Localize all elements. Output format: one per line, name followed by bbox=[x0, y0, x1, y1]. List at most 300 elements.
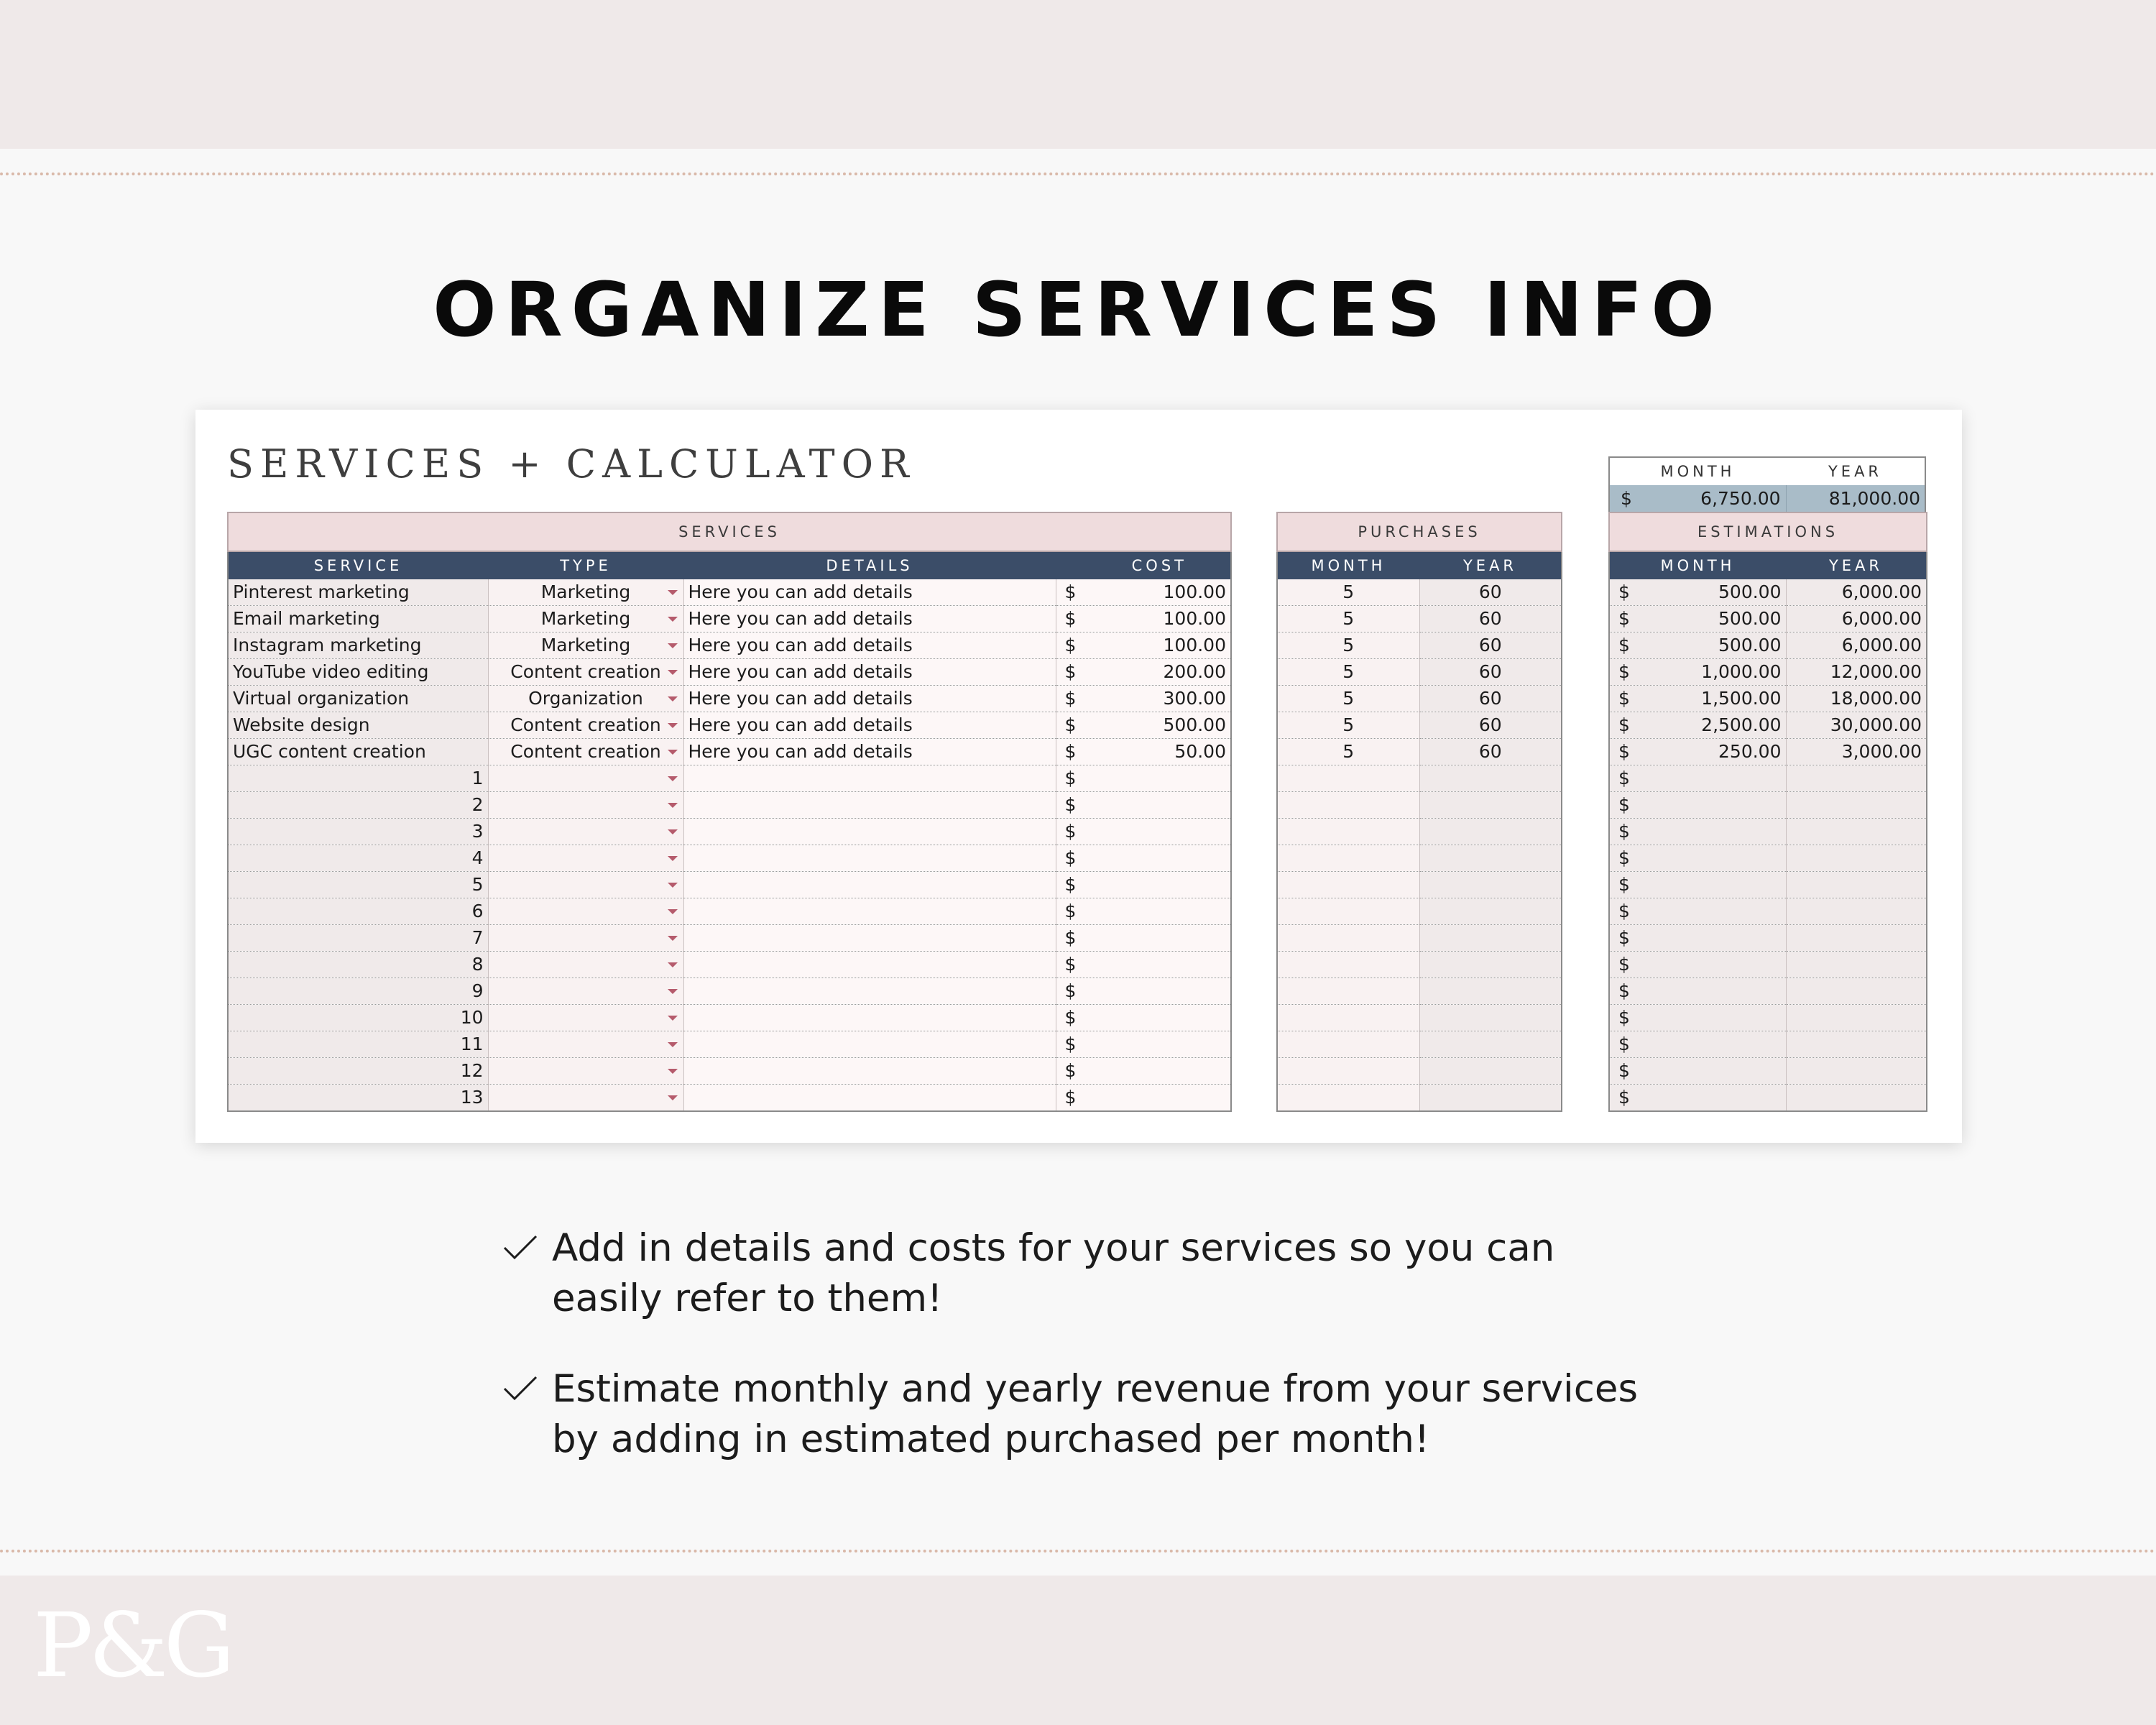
cost-value: 100.00 bbox=[1163, 581, 1226, 602]
currency-symbol: $ bbox=[1064, 1007, 1077, 1028]
cost-cell[interactable] bbox=[1056, 872, 1231, 898]
service-cell[interactable]: 2 bbox=[228, 792, 488, 819]
cost-cell[interactable] bbox=[1056, 1005, 1231, 1031]
service-cell[interactable]: 6 bbox=[228, 898, 488, 925]
table-row bbox=[1277, 765, 1562, 792]
purchases-month-cell[interactable] bbox=[1277, 1058, 1419, 1085]
col-estimations-year: YEAR bbox=[1786, 551, 1927, 579]
purchases-month-cell[interactable]: 5 bbox=[1277, 739, 1419, 765]
type-dropdown[interactable] bbox=[488, 978, 683, 1005]
service-cell[interactable]: UGC content creation bbox=[228, 739, 488, 765]
cost-cell[interactable] bbox=[1056, 632, 1231, 659]
currency-symbol: $ bbox=[1618, 874, 1630, 895]
service-cell[interactable]: Virtual organization bbox=[228, 686, 488, 712]
estimations-month-cell[interactable] bbox=[1609, 712, 1786, 739]
currency-symbol: $ bbox=[1618, 1034, 1630, 1054]
cost-cell[interactable] bbox=[1056, 898, 1231, 925]
details-cell[interactable] bbox=[683, 845, 1056, 872]
purchases-month-cell[interactable] bbox=[1277, 978, 1419, 1005]
purchases-month-cell[interactable] bbox=[1277, 819, 1419, 845]
service-cell[interactable]: Email marketing bbox=[228, 606, 488, 632]
dropdown-caret-icon bbox=[668, 696, 678, 702]
dropdown-caret-icon bbox=[668, 670, 678, 675]
purchases-month-cell[interactable] bbox=[1277, 952, 1419, 978]
checkmark-icon bbox=[500, 1228, 540, 1268]
col-service: SERVICE bbox=[228, 551, 488, 579]
cost-cell[interactable] bbox=[1056, 606, 1231, 632]
estimations-month-value: 500.00 bbox=[1718, 581, 1782, 602]
details-cell[interactable] bbox=[683, 1085, 1056, 1112]
type-dropdown[interactable] bbox=[488, 872, 683, 898]
table-row bbox=[1277, 898, 1562, 925]
details-cell[interactable]: Here you can add details bbox=[683, 659, 1056, 686]
details-cell[interactable] bbox=[683, 978, 1056, 1005]
table-row bbox=[1609, 978, 1927, 1005]
dropdown-caret-icon bbox=[668, 1069, 678, 1074]
estimations-month-cell[interactable] bbox=[1609, 898, 1786, 925]
currency-symbol: $ bbox=[1064, 608, 1077, 629]
type-dropdown[interactable] bbox=[488, 1085, 683, 1112]
estimations-month-cell[interactable] bbox=[1609, 579, 1786, 606]
dropdown-caret-icon bbox=[668, 723, 678, 728]
currency-symbol: $ bbox=[1618, 635, 1630, 656]
type-dropdown[interactable] bbox=[488, 792, 683, 819]
purchases-year-cell[interactable]: 60 bbox=[1419, 632, 1562, 659]
purchases-year-cell[interactable]: 60 bbox=[1419, 686, 1562, 712]
table-row bbox=[1277, 1031, 1562, 1058]
table-row bbox=[228, 712, 1231, 739]
estimations-year-cell[interactable] bbox=[1786, 1085, 1927, 1112]
type-dropdown[interactable] bbox=[488, 739, 683, 765]
estimations-year-cell[interactable]: 3,000.00 bbox=[1786, 739, 1927, 765]
purchases-year-cell[interactable] bbox=[1419, 765, 1562, 792]
table-row bbox=[228, 1031, 1231, 1058]
estimations-year-cell[interactable] bbox=[1786, 925, 1927, 952]
details-cell[interactable] bbox=[683, 765, 1056, 792]
purchases-year-cell[interactable]: 60 bbox=[1419, 606, 1562, 632]
service-cell[interactable]: Instagram marketing bbox=[228, 632, 488, 659]
estimations-month-cell[interactable] bbox=[1609, 686, 1786, 712]
cost-value: 100.00 bbox=[1163, 635, 1226, 656]
purchases-year-cell[interactable] bbox=[1419, 1031, 1562, 1058]
service-cell[interactable]: 9 bbox=[228, 978, 488, 1005]
estimations-month-cell[interactable] bbox=[1609, 1031, 1786, 1058]
table-row bbox=[1609, 845, 1927, 872]
type-value: Content creation bbox=[510, 661, 661, 682]
cost-cell[interactable] bbox=[1056, 792, 1231, 819]
type-dropdown[interactable] bbox=[488, 1058, 683, 1085]
estimations-month-cell[interactable] bbox=[1609, 872, 1786, 898]
details-cell[interactable] bbox=[683, 898, 1056, 925]
feature-text-line: Estimate monthly and yearly revenue from your services bbox=[552, 1367, 1639, 1411]
dropdown-caret-icon bbox=[668, 856, 678, 861]
services-table bbox=[227, 512, 1232, 1112]
table-row bbox=[228, 659, 1231, 686]
currency-symbol: $ bbox=[1618, 688, 1630, 709]
table-row bbox=[1277, 1005, 1562, 1031]
cost-cell[interactable] bbox=[1056, 739, 1231, 765]
dropdown-caret-icon bbox=[668, 1016, 678, 1021]
feature-text-line: easily refer to them! bbox=[552, 1276, 943, 1320]
table-row bbox=[1277, 606, 1562, 632]
purchases-month-cell[interactable]: 5 bbox=[1277, 579, 1419, 606]
estimations-table bbox=[1608, 512, 1927, 1112]
table-row bbox=[1277, 712, 1562, 739]
cost-value: 200.00 bbox=[1163, 661, 1226, 682]
type-dropdown[interactable] bbox=[488, 579, 683, 606]
estimations-year-cell[interactable]: 12,000.00 bbox=[1786, 659, 1927, 686]
details-cell[interactable]: Here you can add details bbox=[683, 579, 1056, 606]
type-dropdown[interactable] bbox=[488, 845, 683, 872]
service-cell[interactable]: 12 bbox=[228, 1058, 488, 1085]
col-purchases-month: MONTH bbox=[1277, 551, 1419, 579]
table-row bbox=[1609, 925, 1927, 952]
details-cell[interactable]: Here you can add details bbox=[683, 632, 1056, 659]
dropdown-caret-icon bbox=[668, 936, 678, 941]
details-cell[interactable]: Here you can add details bbox=[683, 712, 1056, 739]
table-row bbox=[1277, 659, 1562, 686]
estimations-month-cell[interactable] bbox=[1609, 1005, 1786, 1031]
currency-symbol: $ bbox=[1618, 821, 1630, 842]
table-row bbox=[1609, 765, 1927, 792]
table-row bbox=[1609, 632, 1927, 659]
type-dropdown[interactable] bbox=[488, 952, 683, 978]
estimations-year-cell[interactable] bbox=[1786, 1058, 1927, 1085]
currency-symbol: $ bbox=[1618, 1087, 1630, 1108]
dropdown-caret-icon bbox=[668, 617, 678, 622]
cost-cell[interactable] bbox=[1056, 659, 1231, 686]
purchases-month-cell[interactable]: 5 bbox=[1277, 712, 1419, 739]
estimations-month-cell[interactable] bbox=[1609, 925, 1786, 952]
purchases-year-cell[interactable] bbox=[1419, 1005, 1562, 1031]
dropdown-caret-icon bbox=[668, 909, 678, 914]
type-dropdown[interactable] bbox=[488, 712, 683, 739]
estimations-year-cell[interactable] bbox=[1786, 872, 1927, 898]
estimations-year-cell[interactable] bbox=[1786, 765, 1927, 792]
purchases-year-cell[interactable]: 60 bbox=[1419, 659, 1562, 686]
purchases-month-cell[interactable] bbox=[1277, 792, 1419, 819]
service-cell[interactable]: 4 bbox=[228, 845, 488, 872]
type-dropdown[interactable] bbox=[488, 632, 683, 659]
currency-symbol: $ bbox=[1064, 635, 1077, 656]
currency-symbol: $ bbox=[1618, 980, 1630, 1001]
purchases-year-cell[interactable] bbox=[1419, 792, 1562, 819]
currency-symbol: $ bbox=[1064, 901, 1077, 921]
table-row bbox=[1277, 819, 1562, 845]
cost-cell[interactable] bbox=[1056, 925, 1231, 952]
purchases-month-cell[interactable] bbox=[1277, 925, 1419, 952]
currency-symbol: $ bbox=[1064, 688, 1077, 709]
service-cell[interactable]: Pinterest marketing bbox=[228, 579, 488, 606]
currency-symbol: $ bbox=[1064, 874, 1077, 895]
estimations-month-cell[interactable] bbox=[1609, 792, 1786, 819]
col-details: DETAILS bbox=[683, 551, 1056, 579]
table-row bbox=[228, 898, 1231, 925]
currency-symbol: $ bbox=[1618, 954, 1630, 975]
details-cell[interactable]: Here you can add details bbox=[683, 606, 1056, 632]
estimations-year-cell[interactable]: 6,000.00 bbox=[1786, 606, 1927, 632]
estimations-month-cell[interactable] bbox=[1609, 845, 1786, 872]
purchases-year-cell[interactable] bbox=[1419, 1058, 1562, 1085]
top-band bbox=[0, 0, 2156, 149]
service-cell[interactable]: 10 bbox=[228, 1005, 488, 1031]
cost-cell[interactable] bbox=[1056, 1031, 1231, 1058]
estimations-year-cell[interactable] bbox=[1786, 1005, 1927, 1031]
currency-symbol: $ bbox=[1618, 741, 1630, 762]
estimations-month-cell[interactable] bbox=[1609, 606, 1786, 632]
table-row bbox=[1277, 1085, 1562, 1112]
purchases-year-cell[interactable] bbox=[1419, 845, 1562, 872]
cost-cell[interactable] bbox=[1056, 845, 1231, 872]
table-row bbox=[228, 1058, 1231, 1085]
type-dropdown[interactable] bbox=[488, 898, 683, 925]
table-row bbox=[228, 1005, 1231, 1031]
purchases-year-cell[interactable]: 60 bbox=[1419, 579, 1562, 606]
estimations-year-cell[interactable] bbox=[1786, 792, 1927, 819]
table-row bbox=[1609, 1058, 1927, 1085]
table-row bbox=[1609, 898, 1927, 925]
top-dotted-divider bbox=[0, 172, 2156, 175]
purchases-month-cell[interactable] bbox=[1277, 845, 1419, 872]
currency-symbol: $ bbox=[1064, 954, 1077, 975]
purchases-year-cell[interactable] bbox=[1419, 952, 1562, 978]
cost-cell[interactable] bbox=[1056, 686, 1231, 712]
purchases-year-cell[interactable]: 60 bbox=[1419, 739, 1562, 765]
details-cell[interactable]: Here you can add details bbox=[683, 686, 1056, 712]
table-row bbox=[1609, 819, 1927, 845]
totals-month-value: 6,750.00 bbox=[1700, 488, 1781, 509]
purchases-month-cell[interactable] bbox=[1277, 872, 1419, 898]
type-value: Content creation bbox=[510, 714, 661, 735]
cost-value: 100.00 bbox=[1163, 608, 1226, 629]
currency-symbol: $ bbox=[1621, 488, 1632, 509]
type-dropdown[interactable] bbox=[488, 659, 683, 686]
currency-symbol: $ bbox=[1064, 1087, 1077, 1108]
estimations-month-value: 1,500.00 bbox=[1701, 688, 1782, 709]
col-estimations-month: MONTH bbox=[1609, 551, 1786, 579]
purchases-month-cell[interactable] bbox=[1277, 898, 1419, 925]
estimations-month-cell[interactable] bbox=[1609, 819, 1786, 845]
type-value: Marketing bbox=[540, 608, 631, 629]
purchases-month-cell[interactable] bbox=[1277, 1031, 1419, 1058]
table-row bbox=[1609, 792, 1927, 819]
purchases-year-cell[interactable] bbox=[1419, 898, 1562, 925]
estimations-month-cell[interactable] bbox=[1609, 1058, 1786, 1085]
estimations-month-cell[interactable] bbox=[1609, 659, 1786, 686]
currency-symbol: $ bbox=[1064, 661, 1077, 682]
currency-symbol: $ bbox=[1064, 794, 1077, 815]
purchases-year-cell[interactable] bbox=[1419, 819, 1562, 845]
type-dropdown[interactable] bbox=[488, 686, 683, 712]
estimations-month-cell[interactable] bbox=[1609, 978, 1786, 1005]
table-row bbox=[1609, 952, 1927, 978]
cost-cell[interactable] bbox=[1056, 579, 1231, 606]
purchases-month-cell[interactable]: 5 bbox=[1277, 659, 1419, 686]
type-value: Marketing bbox=[540, 581, 631, 602]
table-row bbox=[1609, 659, 1927, 686]
table-row bbox=[228, 606, 1231, 632]
type-dropdown[interactable] bbox=[488, 765, 683, 792]
dropdown-caret-icon bbox=[668, 829, 678, 834]
cost-value: 50.00 bbox=[1174, 741, 1226, 762]
table-row bbox=[228, 765, 1231, 792]
estimations-month-cell[interactable] bbox=[1609, 952, 1786, 978]
service-cell[interactable]: Website design bbox=[228, 712, 488, 739]
details-cell[interactable] bbox=[683, 952, 1056, 978]
cost-cell[interactable] bbox=[1056, 978, 1231, 1005]
dropdown-caret-icon bbox=[668, 1095, 678, 1100]
currency-symbol: $ bbox=[1618, 714, 1630, 735]
type-value: Content creation bbox=[510, 741, 661, 762]
table-row bbox=[1277, 925, 1562, 952]
estimations-month-value: 250.00 bbox=[1718, 741, 1782, 762]
feature-item bbox=[500, 1364, 1722, 1465]
currency-symbol: $ bbox=[1064, 1060, 1077, 1081]
cost-value: 300.00 bbox=[1163, 688, 1226, 709]
estimations-month-cell[interactable] bbox=[1609, 739, 1786, 765]
table-row bbox=[228, 792, 1231, 819]
cost-cell[interactable] bbox=[1056, 819, 1231, 845]
col-cost: COST bbox=[1056, 551, 1231, 579]
purchases-month-cell[interactable] bbox=[1277, 1085, 1419, 1112]
service-cell[interactable]: 13 bbox=[228, 1085, 488, 1112]
estimations-month-value: 2,500.00 bbox=[1701, 714, 1782, 735]
currency-symbol: $ bbox=[1064, 821, 1077, 842]
table-row bbox=[1277, 952, 1562, 978]
estimations-year-cell[interactable]: 6,000.00 bbox=[1786, 632, 1927, 659]
dropdown-caret-icon bbox=[668, 750, 678, 755]
table-row bbox=[1609, 686, 1927, 712]
service-cell[interactable]: 1 bbox=[228, 765, 488, 792]
sheet-title: SERVICES + CALCULATOR bbox=[227, 441, 916, 487]
currency-symbol: $ bbox=[1064, 927, 1077, 948]
currency-symbol: $ bbox=[1064, 847, 1077, 868]
type-dropdown[interactable] bbox=[488, 1005, 683, 1031]
currency-symbol: $ bbox=[1064, 980, 1077, 1001]
details-cell[interactable] bbox=[683, 925, 1056, 952]
table-row bbox=[1277, 686, 1562, 712]
estimations-year-cell[interactable] bbox=[1786, 1031, 1927, 1058]
estimations-year-cell[interactable] bbox=[1786, 845, 1927, 872]
bottom-dotted-divider bbox=[0, 1550, 2156, 1552]
feature-list bbox=[500, 1223, 1722, 1505]
service-cell[interactable]: 7 bbox=[228, 925, 488, 952]
estimations-month-cell[interactable] bbox=[1609, 765, 1786, 792]
currency-symbol: $ bbox=[1618, 608, 1630, 629]
dropdown-caret-icon bbox=[668, 989, 678, 994]
details-cell[interactable] bbox=[683, 819, 1056, 845]
type-dropdown[interactable] bbox=[488, 925, 683, 952]
table-row bbox=[228, 925, 1231, 952]
col-purchases-year: YEAR bbox=[1419, 551, 1562, 579]
service-cell[interactable]: 11 bbox=[228, 1031, 488, 1058]
type-value: Organization bbox=[528, 688, 643, 709]
cost-cell[interactable] bbox=[1056, 712, 1231, 739]
service-cell[interactable]: 5 bbox=[228, 872, 488, 898]
table-row bbox=[1277, 739, 1562, 765]
table-row bbox=[228, 845, 1231, 872]
dropdown-caret-icon bbox=[668, 643, 678, 648]
service-cell[interactable]: YouTube video editing bbox=[228, 659, 488, 686]
estimations-section-header: ESTIMATIONS bbox=[1609, 512, 1927, 551]
purchases-month-cell[interactable] bbox=[1277, 765, 1419, 792]
purchases-section-header: PURCHASES bbox=[1277, 512, 1562, 551]
details-cell[interactable] bbox=[683, 1058, 1056, 1085]
table-row bbox=[228, 872, 1231, 898]
table-row bbox=[1609, 1031, 1927, 1058]
headline: ORGANIZE SERVICES INFO bbox=[433, 266, 1723, 354]
estimations-month-value: 500.00 bbox=[1718, 608, 1782, 629]
table-row bbox=[228, 686, 1231, 712]
estimations-year-cell[interactable] bbox=[1786, 952, 1927, 978]
table-row bbox=[228, 579, 1231, 606]
estimations-month-cell[interactable] bbox=[1609, 1085, 1786, 1112]
estimations-year-cell[interactable] bbox=[1786, 898, 1927, 925]
purchases-month-cell[interactable]: 5 bbox=[1277, 606, 1419, 632]
totals-year-label: YEAR bbox=[1786, 457, 1925, 485]
type-dropdown[interactable] bbox=[488, 606, 683, 632]
currency-symbol: $ bbox=[1064, 768, 1077, 788]
details-cell[interactable] bbox=[683, 1031, 1056, 1058]
service-cell[interactable]: 3 bbox=[228, 819, 488, 845]
details-cell[interactable] bbox=[683, 872, 1056, 898]
table-row bbox=[1609, 579, 1927, 606]
estimations-year-cell[interactable]: 6,000.00 bbox=[1786, 579, 1927, 606]
currency-symbol: $ bbox=[1618, 768, 1630, 788]
table-row bbox=[228, 632, 1231, 659]
cost-cell[interactable] bbox=[1056, 1058, 1231, 1085]
details-cell[interactable] bbox=[683, 1005, 1056, 1031]
table-row bbox=[228, 819, 1231, 845]
cost-cell[interactable] bbox=[1056, 1085, 1231, 1112]
currency-symbol: $ bbox=[1064, 741, 1077, 762]
feature-text-line: Add in details and costs for your services so you can bbox=[552, 1226, 1555, 1270]
feature-item bbox=[500, 1223, 1722, 1324]
purchases-year-cell[interactable]: 60 bbox=[1419, 712, 1562, 739]
purchases-month-cell[interactable] bbox=[1277, 1005, 1419, 1031]
details-cell[interactable]: Here you can add details bbox=[683, 739, 1056, 765]
table-row bbox=[228, 978, 1231, 1005]
estimations-month-value: 500.00 bbox=[1718, 635, 1782, 656]
purchases-month-cell[interactable]: 5 bbox=[1277, 686, 1419, 712]
purchases-month-cell[interactable]: 5 bbox=[1277, 632, 1419, 659]
estimations-month-cell[interactable] bbox=[1609, 632, 1786, 659]
totals-year-value[interactable]: 81,000.00 bbox=[1786, 485, 1925, 513]
cost-cell[interactable] bbox=[1056, 952, 1231, 978]
table-row bbox=[1609, 739, 1927, 765]
dropdown-caret-icon bbox=[668, 883, 678, 888]
purchases-year-cell[interactable] bbox=[1419, 1085, 1562, 1112]
totals-month-cell[interactable] bbox=[1609, 485, 1786, 513]
type-dropdown[interactable] bbox=[488, 1031, 683, 1058]
estimations-year-cell[interactable]: 18,000.00 bbox=[1786, 686, 1927, 712]
currency-symbol: $ bbox=[1618, 901, 1630, 921]
estimations-year-cell[interactable] bbox=[1786, 819, 1927, 845]
purchases-year-cell[interactable] bbox=[1419, 978, 1562, 1005]
service-cell[interactable]: 8 bbox=[228, 952, 488, 978]
estimations-year-cell[interactable] bbox=[1786, 978, 1927, 1005]
purchases-year-cell[interactable] bbox=[1419, 872, 1562, 898]
cost-cell[interactable] bbox=[1056, 765, 1231, 792]
currency-symbol: $ bbox=[1618, 1060, 1630, 1081]
purchases-year-cell[interactable] bbox=[1419, 925, 1562, 952]
type-dropdown[interactable] bbox=[488, 819, 683, 845]
details-cell[interactable] bbox=[683, 792, 1056, 819]
estimations-year-cell[interactable]: 30,000.00 bbox=[1786, 712, 1927, 739]
dropdown-caret-icon bbox=[668, 1042, 678, 1047]
currency-symbol: $ bbox=[1064, 581, 1077, 602]
table-row bbox=[228, 1085, 1231, 1112]
